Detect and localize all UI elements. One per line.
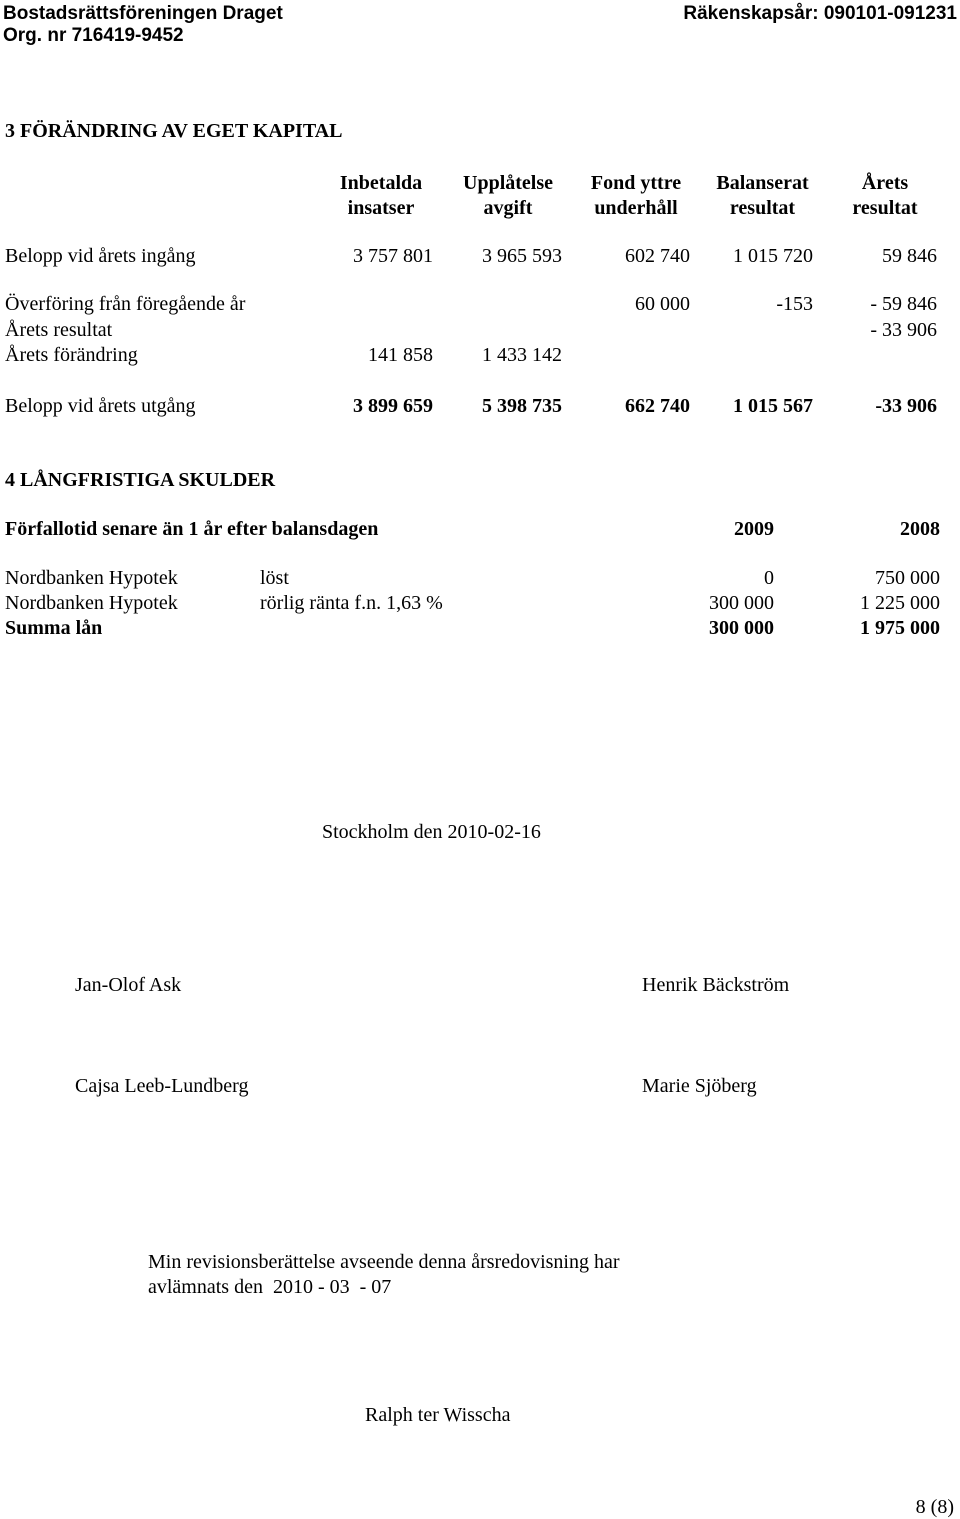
value-fond: 602 740	[625, 245, 690, 267]
value-insatser: 3 757 801	[353, 245, 433, 267]
year-2009-header: 2009	[734, 518, 774, 540]
value-arets: - 59 846	[870, 293, 937, 315]
value-balanserat: -153	[776, 293, 813, 315]
signatory-2: Henrik Bäckström	[642, 974, 790, 996]
total-2009: 300 000	[709, 617, 774, 639]
value-fond: 60 000	[635, 293, 690, 315]
section3-title: 3 FÖRÄNDRING AV EGET KAPITAL	[5, 120, 343, 142]
value-arets: - 33 906	[870, 319, 937, 341]
lender: Nordbanken Hypotek	[5, 592, 178, 614]
section4-title: 4 LÅNGFRISTIGA SKULDER	[5, 469, 276, 491]
year-2008-header: 2008	[900, 518, 940, 540]
page-number: 8 (8)	[915, 1496, 954, 1518]
value-avgift: 1 433 142	[482, 344, 562, 366]
value-insatser: 3 899 659	[353, 395, 433, 417]
total-2008: 1 975 000	[860, 617, 940, 639]
col-header-arets: Årets resultat	[852, 172, 918, 219]
org-name: Bostadsrättsföreningen Draget	[3, 3, 283, 24]
total-label: Summa lån	[5, 617, 103, 639]
col-header-balanserat: Balanserat resultat	[716, 172, 809, 219]
value-2009: 300 000	[709, 592, 774, 614]
value-2009: 0	[764, 567, 774, 589]
audit-statement-line2: avlämnats den 2010 - 03 - 07	[148, 1276, 392, 1298]
maturity-label: Förfallotid senare än 1 år efter balansdagen	[5, 518, 379, 540]
value-arets: 59 846	[882, 245, 937, 267]
row-label: Belopp vid årets utgång	[5, 395, 196, 417]
value-2008: 1 225 000	[860, 592, 940, 614]
lender: Nordbanken Hypotek	[5, 567, 178, 589]
col-header-insatser: Inbetalda insatser	[339, 172, 423, 219]
value-fond: 662 740	[625, 395, 690, 417]
col-header-fond: Fond yttre underhåll	[590, 172, 682, 219]
row-label: Årets förändring	[5, 344, 138, 366]
loan-terms: löst	[260, 567, 289, 589]
org-number: Org. nr 716419-9452	[3, 25, 184, 46]
fiscal-year: Räkenskapsår: 090101-091231	[683, 3, 957, 24]
value-insatser: 141 858	[368, 344, 433, 366]
auditor-name: Ralph ter Wisscha	[365, 1404, 511, 1426]
signatory-4: Marie Sjöberg	[642, 1075, 757, 1097]
value-arets: -33 906	[875, 395, 937, 417]
row-label: Överföring från föregående år	[5, 293, 246, 315]
value-avgift: 3 965 593	[482, 245, 562, 267]
loan-terms: rörlig ränta f.n. 1,63 %	[260, 592, 443, 614]
value-balanserat: 1 015 567	[733, 395, 813, 417]
place-date: Stockholm den 2010-02-16	[322, 821, 541, 843]
value-2008: 750 000	[875, 567, 940, 589]
row-label: Belopp vid årets ingång	[5, 245, 196, 267]
value-avgift: 5 398 735	[482, 395, 562, 417]
signatory-3: Cajsa Leeb-Lundberg	[75, 1075, 249, 1097]
value-balanserat: 1 015 720	[733, 245, 813, 267]
col-header-avgift: Upplåtelse avgift	[463, 172, 553, 219]
audit-statement-line1: Min revisionsberättelse avseende denna årsredovisning har	[148, 1251, 620, 1273]
row-label: Årets resultat	[5, 319, 113, 341]
signatory-1: Jan-Olof Ask	[75, 974, 182, 996]
